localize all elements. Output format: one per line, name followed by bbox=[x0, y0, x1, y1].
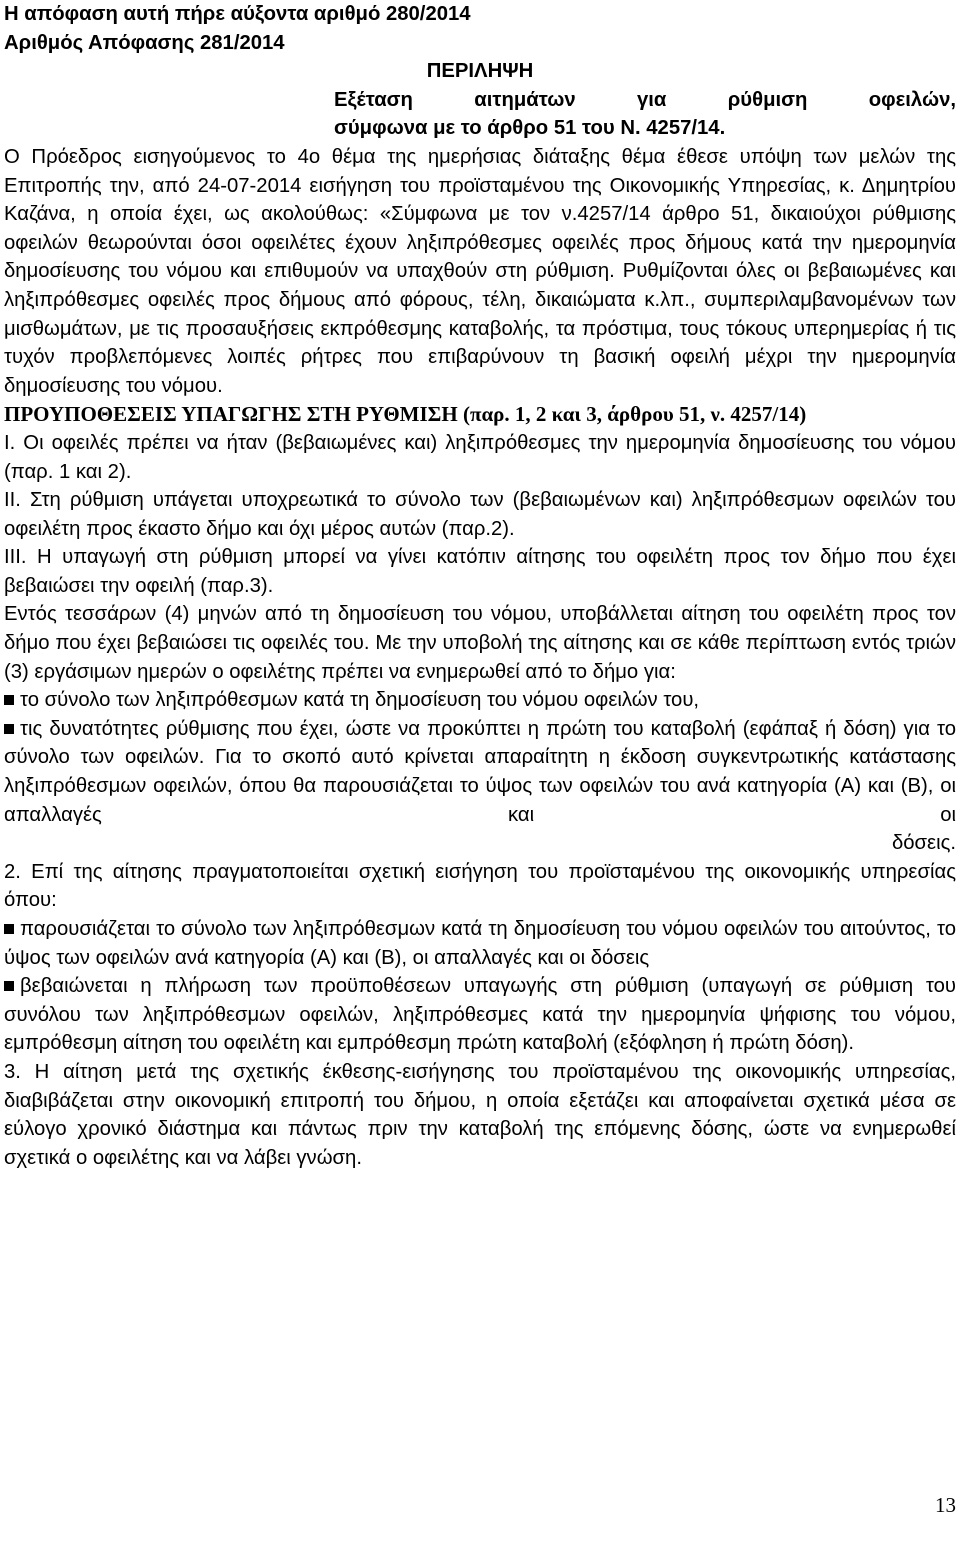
document-page bbox=[4, 0, 956, 1172]
bullet-item bbox=[4, 715, 956, 829]
within-four-months-paragraph: Εντός τεσσάρων (4) μηνών από τη δημοσίευση του νόμου, υποβάλλεται αίτηση του οφειλέτη προς τον δήμο που έχει βεβαιώσει τις οφειλές του. Με την υποβολή της αίτησης και σε κάθε περίπτωση εντός τριών (3) εργάσιμων ημερών ο οφειλέτης πρέπει να ενημερωθεί από το δήμο για: bbox=[4, 603, 956, 683]
square-bullet-icon bbox=[4, 695, 14, 705]
step-2-paragraph: 2. Επί της αίτησης πραγματοποιείται σχετική εισήγηση του προϊσταμένου της οικονομικής υπηρεσίας όπου: bbox=[4, 860, 956, 912]
bullet-text-end: δόσεις. bbox=[891, 832, 956, 855]
decision-serial-line: Η απόφαση αυτή πήρε αύξοντα αριθμό 280/2014 bbox=[4, 3, 471, 25]
bullet-text: βεβαιώνεται η πλήρωση των προϋποθέσεων υπαγωγής στη ρύθμιση (υπαγωγή σε ρύθμιση του συνόλου των ληξιπρόθεσμων οφειλών, ληξιπρόθεσμες κατά την ημερομηνία ψήφισης του νόμου, εμπρόθεσμη αίτηση του οφειλέτη και εμπρόθεσμη πρώτη καταβολή (εξόφληση ή πρώτη δόση). bbox=[4, 975, 956, 1055]
bullet-item bbox=[4, 686, 956, 715]
subject-line-1: Εξέταση αιτημάτων για ρύθμιση οφειλών, bbox=[334, 88, 956, 111]
step-3-paragraph: 3. Η αίτηση μετά της σχετικής έκθεσης-εισήγησης του προϊσταμένου της οικονομικής υπηρεσίας, διαβιβάζεται στην οικονομική επιτροπή του δήμου, η οποία εξετάζει και αποφαίνεται σχετικά μέσα σε εύλογο χρονικό διάστημα και πάντως πριν την καταβολή της επόμενης δόσης, ώστε να ενημερωθεί σχετικά ο οφειλέτης και να λάβει γνώση. bbox=[4, 1060, 956, 1169]
page-number: 13 bbox=[935, 1493, 956, 1517]
condition-2: ΙΙ. Στη ρύθμιση υπάγεται υποχρεωτικά το σύνολο των (βεβαιωμένων και) ληξιπρόθεσμων οφειλών του οφειλέτη προς έκαστο δήμο και όχι μέρος αυτών (παρ.2). bbox=[4, 489, 956, 540]
intro-paragraph: Ο Πρόεδρος εισηγούμενος το 4ο θέμα της ημερήσιας διάταξης θέμα έθεσε υπόψη των μελών της Επιτροπής την, από 24-07-2014 εισήγηση του προϊσταμένου της Οικονομικής Υπηρεσίας, κ. Δημητρίου Καζάνα, η οποία έχει, ως ακολούθως: «Σύμφωνα με τον ν.4257/14 άρθρο 51, δικαιούχοι ρύθμισης οφειλών θεωρούνται όσοι οφειλέτες έχουν ληξιπρόθεσμες οφειλές προς δήμους κατά την ημερομηνία δημοσίευσης του νόμου και επιθυμούν να υπαχθούν στη ρύθμιση. Ρυθμίζονται όλες οι βεβαιωμένες και ληξιπρόθεσμες οφειλές προς δήμους από φόρους, τέλη, δικαιώματα κ.λπ., συμπεριλαμβανομένων των μισθωμάτων, με τις προσαυξήσεις εκπρόθεσμης καταβολής, τα πρόστιμα, τους τόκους υπερημερίας ή τις τυχόν προβλεπόμενες λοιπές ρήτρες που επιβαρύνουν τη βασική οφειλή μέχρι την ημερομηνία δημοσίευσης του νόμου. bbox=[4, 145, 956, 397]
bullet-text: παρουσιάζεται το σύνολο των ληξιπρόθεσμων κατά τη δημοσίευση του νόμου οφειλών του αιτούντος, το ύψος των οφειλών ανά κατηγορία (Α) και (Β), οι απαλλαγές και οι δόσεις bbox=[4, 918, 956, 969]
square-bullet-icon bbox=[4, 924, 14, 934]
square-bullet-icon bbox=[4, 981, 14, 991]
decision-number-line: Αριθμός Απόφασης 281/2014 bbox=[4, 31, 285, 54]
bullet-item bbox=[4, 915, 956, 972]
subject-line-2: σύμφωνα με το άρθρο 51 του Ν. 4257/14. bbox=[334, 117, 726, 140]
bullet-text: τις δυνατότητες ρύθμισης που έχει, ώστε να προκύπτει η πρώτη του καταβολή (εφάπαξ ή δόση) για το σύνολο των οφειλών. Για το σκοπό αυτό κρίνεται απαραίτητη η έκδοση συγκεντρωτικής κατάστασης ληξιπρόθεσμων οφειλών, όπου θα παρουσιάζεται το ύψος των οφειλών του ανά κατηγορία (Α) και (Β), οι απαλλαγές και οι bbox=[4, 717, 956, 826]
summary-title: ΠΕΡΙΛΗΨΗ bbox=[426, 60, 534, 83]
condition-1: Ι. Οι οφειλές πρέπει να ήταν (βεβαιωμένες και) ληξιπρόθεσμες την ημερομηνία δημοσίευσης του νόμου (παρ. 1 και 2). bbox=[4, 431, 956, 483]
bullet-text: το σύνολο των ληξιπρόθεσμων κατά τη δημοσίευση του νόμου οφειλών του, bbox=[20, 689, 700, 712]
square-bullet-icon bbox=[4, 724, 14, 734]
bullet-item bbox=[4, 972, 956, 1058]
condition-3: ΙΙΙ. Η υπαγωγή στη ρύθμιση μπορεί να γίνει κατόπιν αίτησης του οφειλέτη προς τον δήμο που έχει βεβαιώσει την οφειλή (παρ.3). bbox=[4, 546, 956, 597]
conditions-heading: ΠΡΟΥΠΟΘΕΣΕΙΣ ΥΠΑΓΩΓΗΣ ΣΤΗ ΡΥΘΜΙΣΗ (παρ. 1, 2 και 3, άρθρου 51, ν. 4257/14) bbox=[4, 402, 807, 427]
